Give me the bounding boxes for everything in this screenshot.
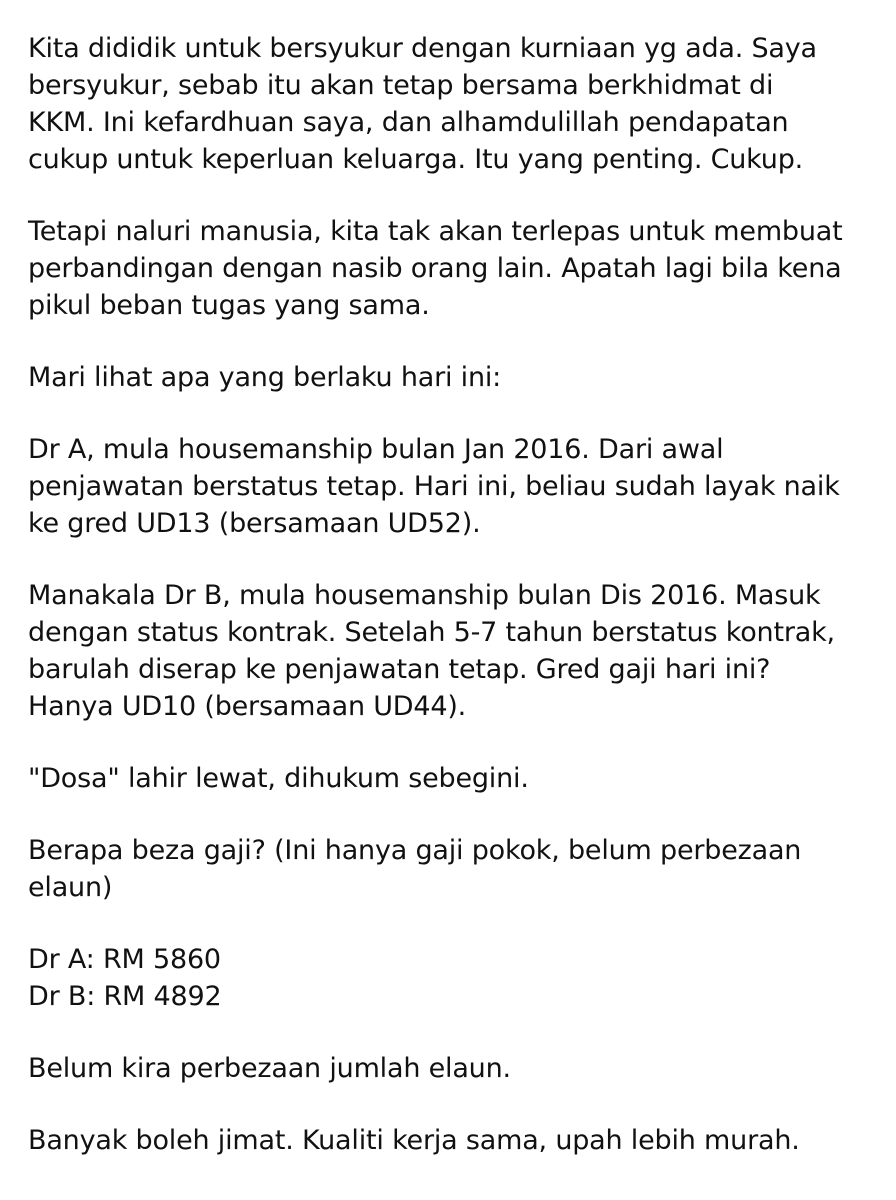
salary-dr-b: Dr B: RM 4892 [28, 981, 222, 1012]
paragraph-salary-question [28, 832, 868, 906]
paragraph-intro [28, 30, 868, 178]
text-line: Hanya UD10 (bersamaan UD44). [28, 691, 467, 722]
paragraph-salary-values [28, 941, 868, 1015]
text-line: barulah diserap ke penjawatan tetap. Gred gaji hari ini? [28, 654, 771, 685]
paragraph-closing [28, 1122, 868, 1159]
text-line: "Dosa" lahir lewat, dihukum sebegini. [28, 763, 529, 794]
text-line: elaun) [28, 872, 113, 903]
paragraph-dosa [28, 760, 868, 797]
text-line: Tetapi naluri manusia, kita tak akan terlepas untuk membuat [28, 216, 843, 247]
text-line: ke gred UD13 (bersamaan UD52). [28, 508, 481, 539]
salary-dr-a: Dr A: RM 5860 [28, 944, 221, 975]
text-line: Dr A, mula housemanship bulan Jan 2016. Dari awal [28, 434, 724, 465]
text-line: Banyak boleh jimat. Kualiti kerja sama, upah lebih murah. [28, 1125, 800, 1156]
paragraph-human-nature [28, 213, 868, 324]
text-line: KKM. Ini kefardhuan saya, dan alhamdulillah pendapatan [28, 107, 789, 138]
text-line: Kita dididik untuk bersyukur dengan kurniaan yg ada. Saya [28, 33, 817, 64]
text-line: penjawatan berstatus tetap. Hari ini, beliau sudah layak naik [28, 471, 840, 502]
text-line: dengan status kontrak. Setelah 5-7 tahun berstatus kontrak, [28, 617, 835, 648]
paragraph-dr-b [28, 577, 868, 725]
text-line: Berapa beza gaji? (Ini hanya gaji pokok, belum perbezaan [28, 835, 802, 866]
text-line: Belum kira perbezaan jumlah elaun. [28, 1053, 511, 1084]
paragraph-lead-in [28, 359, 868, 396]
text-line: bersyukur, sebab itu akan tetap bersama berkhidmat di [28, 70, 774, 101]
text-line: perbandingan dengan nasib orang lain. Apatah lagi bila kena [28, 253, 842, 284]
paragraph-allowance-note [28, 1050, 868, 1087]
paragraph-dr-a [28, 431, 868, 542]
text-line: pikul beban tugas yang sama. [28, 290, 430, 321]
text-line: Manakala Dr B, mula housemanship bulan Dis 2016. Masuk [28, 580, 821, 611]
document-body [28, 30, 868, 1194]
text-line: cukup untuk keperluan keluarga. Itu yang penting. Cukup. [28, 144, 804, 175]
text-line: Mari lihat apa yang berlaku hari ini: [28, 362, 502, 393]
